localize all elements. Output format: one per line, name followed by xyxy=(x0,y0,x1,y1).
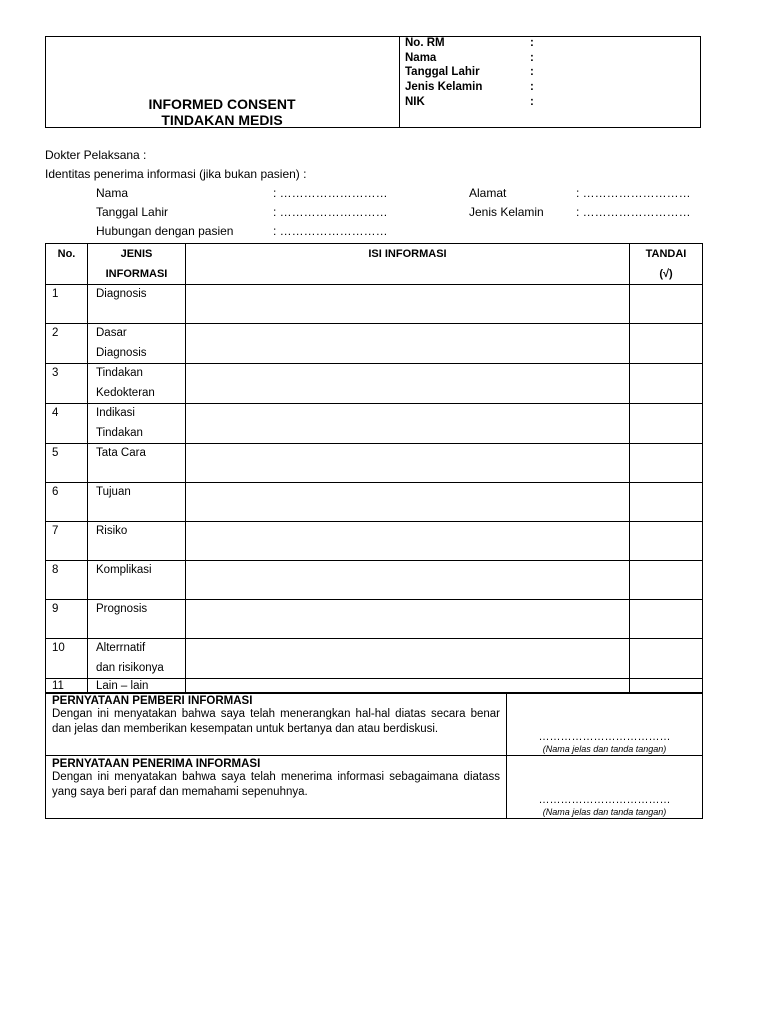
recipient-tanggal-lahir-field[interactable]: : ……………………… xyxy=(273,205,388,219)
penerima-signature-line: ……………………………… xyxy=(538,794,671,806)
information-table xyxy=(45,243,703,694)
nama-colon: : xyxy=(530,52,534,64)
penerima-title: PERNYATAAN PENERIMA INFORMASI xyxy=(52,758,261,770)
row-jenis xyxy=(88,600,186,639)
row-jenis-line1: Prognosis xyxy=(96,603,148,615)
recipient-alamat-label: Alamat xyxy=(469,186,507,200)
pemberi-signature-caption: (Nama jelas dan tanda tangan) xyxy=(542,744,667,754)
dokter-pelaksana-label: Dokter Pelaksana : xyxy=(45,148,147,162)
row-jenis xyxy=(88,444,186,483)
pemberi-signature-line: ……………………………… xyxy=(538,731,671,743)
row-isi-cell[interactable] xyxy=(186,324,630,364)
row-tandai-cell[interactable] xyxy=(630,600,703,639)
header-jenis-line1: JENIS xyxy=(120,248,153,260)
header-no-label: No. xyxy=(57,248,76,260)
recipient-hubungan-label: Hubungan dengan pasien xyxy=(96,224,234,238)
nik-colon: : xyxy=(530,96,534,108)
recipient-alamat-field[interactable]: : ……………………… xyxy=(576,186,691,200)
row-jenis-line2: dan risikonya xyxy=(96,661,164,674)
row-isi-cell[interactable] xyxy=(186,522,630,561)
recipient-tanggal-lahir-label: Tanggal Lahir xyxy=(96,205,169,219)
pemberi-statement-cell xyxy=(46,693,507,756)
row-jenis-line1: Diagnosis xyxy=(96,288,147,300)
header-jenis-line2: INFORMASI xyxy=(105,268,168,280)
tanggal-lahir-label: Tanggal Lahir xyxy=(405,66,480,78)
penerima-signature-cell[interactable] xyxy=(507,756,703,819)
table-row xyxy=(46,404,703,444)
penerima-body: Dengan ini menyatakan bahwa saya telah menerima informasi sebagaimana diatass yang saya beri paraf dan memahami sepenuhnya. xyxy=(52,771,500,798)
table-header-row xyxy=(46,244,703,285)
table-row xyxy=(46,364,703,404)
row-isi-cell[interactable] xyxy=(186,483,630,522)
row-isi-cell[interactable] xyxy=(186,561,630,600)
row-tandai-cell[interactable] xyxy=(630,285,703,324)
header-tandai-line1: TANDAI xyxy=(645,248,687,260)
row-no: 10 xyxy=(46,639,88,679)
row-jenis-line1: Tujuan xyxy=(96,486,131,498)
header-isi-informasi xyxy=(186,244,630,285)
form-title-line1: INFORMED CONSENT xyxy=(148,96,296,112)
form-title-line2: TINDAKAN MEDIS xyxy=(161,112,283,128)
row-tandai-cell[interactable] xyxy=(630,324,703,364)
row-jenis xyxy=(88,483,186,522)
row-isi-cell[interactable] xyxy=(186,404,630,444)
nik-label: NIK xyxy=(405,96,425,108)
identitas-penerima-label: Identitas penerima informasi (jika bukan pasien) : xyxy=(45,167,307,181)
jenis-kelamin-label: Jenis Kelamin xyxy=(405,81,483,93)
table-row xyxy=(46,522,703,561)
nama-label: Nama xyxy=(405,52,437,64)
pemberi-title: PERNYATAAN PEMBERI INFORMASI xyxy=(52,695,253,707)
row-jenis-line1: Dasar xyxy=(96,327,127,339)
table-row xyxy=(46,639,703,679)
row-jenis xyxy=(88,324,186,364)
row-jenis-line1: Lain – lain xyxy=(96,680,149,692)
penerima-row xyxy=(46,756,703,819)
row-isi-cell[interactable] xyxy=(186,285,630,324)
row-tandai-cell[interactable] xyxy=(630,364,703,404)
table-row xyxy=(46,561,703,600)
header-divider xyxy=(399,36,400,128)
row-jenis-line1: Alterrnatif xyxy=(96,642,146,654)
pemberi-row xyxy=(46,693,703,756)
recipient-hubungan-field[interactable]: : ……………………… xyxy=(273,224,388,238)
row-jenis xyxy=(88,404,186,444)
row-no: 8 xyxy=(46,561,88,600)
row-jenis-line1: Komplikasi xyxy=(96,564,152,576)
row-jenis xyxy=(88,639,186,679)
row-isi-cell[interactable] xyxy=(186,639,630,679)
no-rm-colon: : xyxy=(530,37,534,49)
table-row xyxy=(46,600,703,639)
row-no: 3 xyxy=(46,364,88,404)
row-jenis xyxy=(88,285,186,324)
header-isi-label: ISI INFORMASI xyxy=(368,248,447,260)
row-tandai-cell[interactable] xyxy=(630,639,703,679)
pemberi-signature-cell[interactable] xyxy=(507,693,703,756)
row-no: 2 xyxy=(46,324,88,364)
row-jenis-line2: Tindakan xyxy=(96,426,143,439)
tanggal-lahir-colon: : xyxy=(530,66,534,78)
header-tandai-line2: (√) xyxy=(659,268,673,280)
table-row xyxy=(46,285,703,324)
jenis-kelamin-colon: : xyxy=(530,81,534,93)
row-tandai-cell[interactable] xyxy=(630,522,703,561)
row-jenis xyxy=(88,561,186,600)
recipient-nama-field[interactable]: : ……………………… xyxy=(273,186,388,200)
row-tandai-cell[interactable] xyxy=(630,404,703,444)
row-tandai-cell[interactable] xyxy=(630,561,703,600)
row-no: 4 xyxy=(46,404,88,444)
row-jenis-line1: Tindakan xyxy=(96,367,143,379)
row-jenis-line1: Indikasi xyxy=(96,407,135,419)
table-row xyxy=(46,483,703,522)
row-isi-cell[interactable] xyxy=(186,364,630,404)
row-isi-cell[interactable] xyxy=(186,600,630,639)
header-tandai xyxy=(630,244,703,285)
row-tandai-cell[interactable] xyxy=(630,444,703,483)
row-jenis-line1: Tata Cara xyxy=(96,447,146,459)
pemberi-body: Dengan ini menyatakan bahwa saya telah menerangkan hal-hal diatas secara benar dan jelas dan memberikan kesempatan untuk bertanya dan atau berdiskusi. xyxy=(52,708,500,735)
row-no: 5 xyxy=(46,444,88,483)
no-rm-label: No. RM xyxy=(405,37,445,49)
row-jenis-line1: Risiko xyxy=(96,525,128,537)
recipient-jenis-kelamin-field[interactable]: : ……………………… xyxy=(576,205,691,219)
row-no: 7 xyxy=(46,522,88,561)
row-no: 11 xyxy=(46,679,88,694)
recipient-jenis-kelamin-label: Jenis Kelamin xyxy=(469,205,544,219)
row-jenis-line2: Kedokteran xyxy=(96,386,155,399)
row-no: 1 xyxy=(46,285,88,324)
row-jenis xyxy=(88,522,186,561)
header-no xyxy=(46,244,88,285)
table-row xyxy=(46,444,703,483)
penerima-statement-cell xyxy=(46,756,507,819)
penerima-signature-caption: (Nama jelas dan tanda tangan) xyxy=(542,807,667,817)
statements-table xyxy=(45,692,703,819)
header-jenis-informasi xyxy=(88,244,186,285)
row-no: 9 xyxy=(46,600,88,639)
row-tandai-cell[interactable] xyxy=(630,483,703,522)
recipient-nama-label: Nama xyxy=(96,186,129,200)
row-isi-cell[interactable] xyxy=(186,444,630,483)
row-jenis xyxy=(88,364,186,404)
row-jenis-line2: Diagnosis xyxy=(96,346,147,359)
row-no: 6 xyxy=(46,483,88,522)
table-row xyxy=(46,324,703,364)
